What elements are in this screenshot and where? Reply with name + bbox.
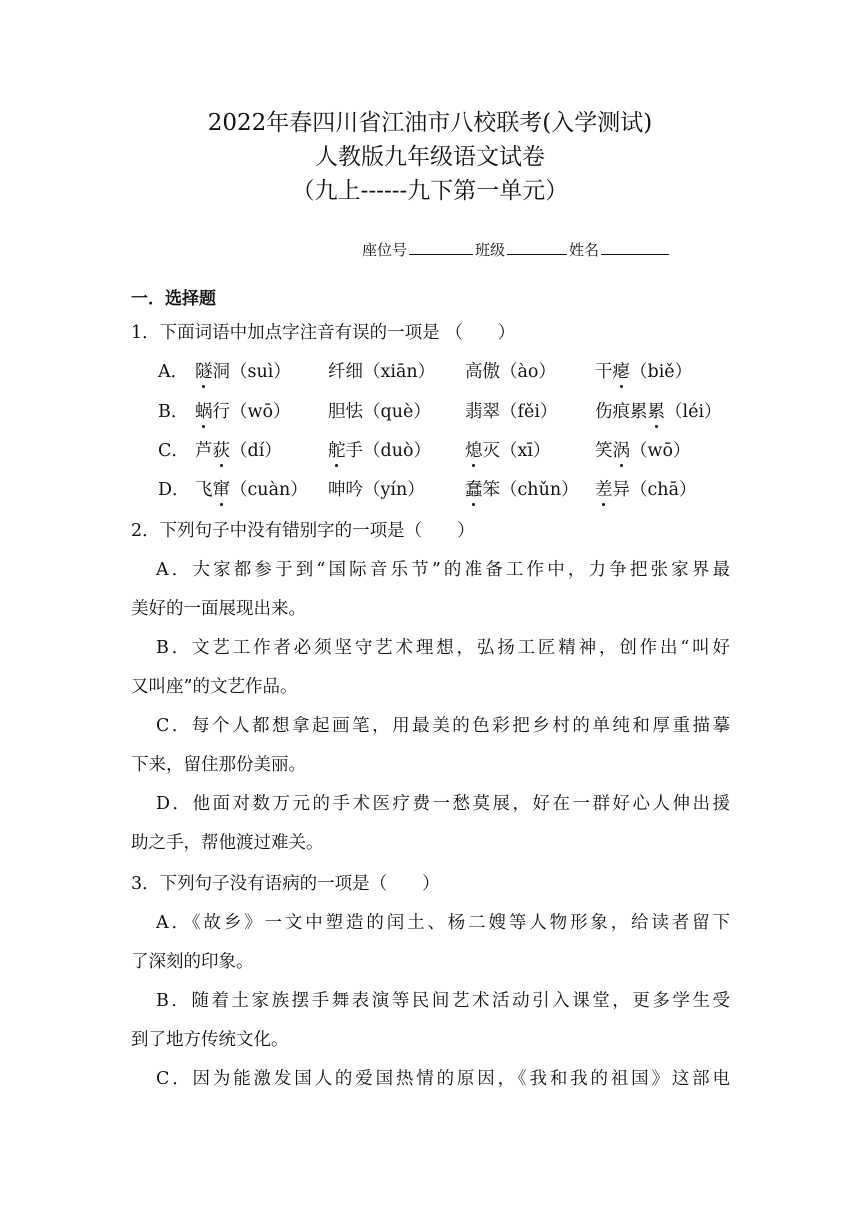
emphasis-dot-char: 差	[595, 480, 613, 500]
q3-stem: 3．下列句子没有语病的一项是（ ）	[131, 874, 440, 894]
emphasis-dot-char: 涡	[612, 441, 630, 461]
class-label: 班级	[475, 241, 506, 259]
q2-option-d-line1: D．他面对数万元的手术医疗费一愁莫展，好在一群好心人伸出援	[156, 794, 730, 814]
q1-option-letter: B．	[158, 402, 189, 422]
seat-blank[interactable]	[409, 240, 473, 255]
seat-label: 座位号	[362, 241, 408, 259]
q1-option-word: 隧洞（suì）	[195, 362, 291, 382]
emphasis-dot-char: 蜗	[195, 402, 213, 422]
q1-option-word: 翡翠（fěi）	[465, 402, 558, 422]
q3-option-a-line2: 了深刻的印象。	[131, 952, 254, 972]
q2-option-a-line1: A．大家都参于到“国际音乐节”的准备工作中，力争把张家界最	[156, 560, 730, 580]
q3-option-a-line1: A．《故乡》一文中塑造的闰土、杨二嫂等人物形象，给读者留下	[156, 913, 730, 933]
emphasis-dot-char: 舵	[328, 441, 346, 461]
name-label: 姓名	[569, 241, 600, 259]
q1-stem: 1．下面词语中加点字注音有误的一项是 （ ）	[131, 323, 516, 343]
title-line-1: 2022年春四川省江油市八校联考(入学测试)	[207, 110, 653, 136]
section-heading: 一．选择题	[131, 289, 216, 309]
emphasis-dot-char: 蠢	[465, 480, 483, 500]
emphasis-dot-char: 窜	[212, 480, 230, 500]
q1-option-word: 纤细（xiān）	[328, 362, 436, 382]
class-blank[interactable]	[507, 240, 567, 255]
emphasis-dot-char: 熄	[465, 441, 483, 461]
q1-option-word: 飞窜（cuàn）	[195, 480, 308, 500]
q1-option-word: 蜗行（wō）	[195, 402, 291, 422]
q1-option-word: 干瘪（biě）	[595, 362, 693, 382]
emphasis-dot-char: 累	[647, 402, 665, 422]
q1-option-letter: D．	[158, 480, 190, 500]
q3-option-b-line2: 到了地方传统文化。	[131, 1030, 289, 1050]
q2-option-a-line2: 美好的一面展现出来。	[131, 599, 306, 619]
q1-option-letter: A．	[158, 362, 189, 382]
q3-option-c-line1: C．因为能激发国人的爱国热情的原因，《我和我的祖国》这部电	[156, 1069, 730, 1089]
student-info	[362, 239, 671, 260]
q2-option-b-line2: 又叫座”的文艺作品。	[131, 677, 298, 697]
title-line-2: 人教版九年级语文试卷	[315, 144, 545, 170]
q1-option-word: 舵手（duò）	[328, 441, 432, 461]
title-line-3: （九上------九下第一单元）	[291, 178, 569, 204]
q1-option-word: 呻吟（yín）	[328, 480, 425, 500]
emphasis-dot-char: 瘪	[612, 362, 630, 382]
q2-stem: 2．下列句子中没有错别字的一项是（ ）	[131, 521, 475, 541]
q2-option-c-line1: C．每个人都想拿起画笔，用最美的色彩把乡村的单纯和厚重描摹	[156, 716, 730, 736]
q2-option-d-line2: 助之手，帮他渡过难关。	[131, 833, 324, 853]
emphasis-dot-char: 荻	[212, 441, 230, 461]
q1-option-word: 笑涡（wō）	[595, 441, 691, 461]
q1-option-word: 高傲（ào）	[465, 362, 556, 382]
q1-option-word: 熄灭（xī）	[465, 441, 551, 461]
q1-option-letter: C．	[158, 441, 189, 461]
emphasis-dot-char: 隧	[195, 362, 213, 382]
q1-option-word: 胆怯（què）	[328, 402, 431, 422]
q2-option-b-line1: B．文艺工作者必须坚守艺术理想，弘扬工匠精神，创作出“叫好	[156, 638, 730, 658]
q3-option-b-line1: B．随着土家族摆手舞表演等民间艺术活动引入课堂，更多学生受	[156, 991, 730, 1011]
q1-option-word: 蠢笨（chǔn）	[465, 480, 579, 500]
q1-option-word: 差异（chā）	[595, 480, 697, 500]
name-blank[interactable]	[601, 240, 669, 255]
q2-option-c-line2: 下来，留住那份美丽。	[131, 755, 306, 775]
q1-option-word: 芦荻（dí）	[195, 441, 282, 461]
q1-option-word: 伤痕累累（léi）	[595, 402, 722, 422]
